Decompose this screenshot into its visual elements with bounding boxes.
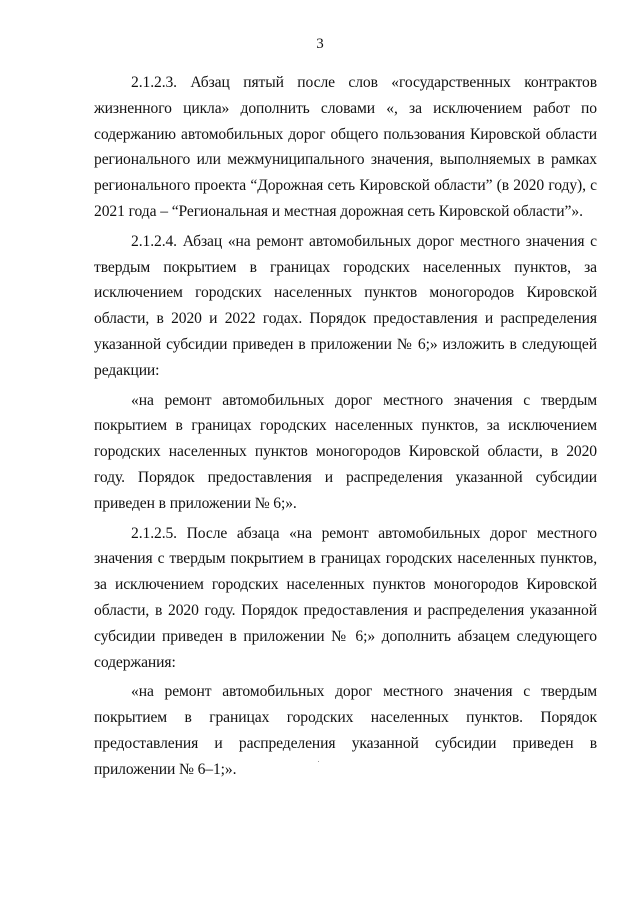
document-body: [94, 70, 597, 787]
paragraph-quoted-added-text: «на ремонт автомобильных дорог местного значения с твердым покрытием в границах городских населенных пунктов. Порядок предоставления и распределения указанной субсидии приведен в приложении № 6–1;».: [94, 683, 597, 778]
paragraph-2-1-2-5: 2.1.2.5. После абзаца «на ремонт автомобильных дорог местного значения с твердым покрытием в границах городских населенных пунктов, за исключением городских населенных пунктов моногородов Кировской области, в 2020 году. Порядок предоставления и распределения указанной субсидии приведен в приложении № 6;» дополнить абзацем следующего содержания:: [94, 524, 597, 671]
page-number: 3: [316, 36, 324, 52]
paragraph-2-1-2-4: 2.1.2.4. Абзац «на ремонт автомобильных дорог местного значения с твердым покрытием в границах городских населенных пунктов, за исключением городских населенных пунктов моногородов Кировской области, в 2020 и 2022 годах. Порядок предоставления и распределения указанной субсидии приведен в приложении № 6;» изложить в следующей редакции:: [94, 232, 597, 379]
scan-speck: [318, 761, 319, 762]
paragraph-2-1-2-3: 2.1.2.3. Абзац пятый после слов «государственных контрактов жизненного цикла» дополнить словами «, за исключением работ по содержанию автомобильных дорог общего пользования Кировской области регионального или межмуниципального значения, выполняемых в рамках регионального проекта “Дорожная сеть Кировской области” (в 2020 году), с 2021 года – “Региональная и местная дорожная сеть Кировской области”».: [94, 74, 597, 220]
paragraph-quoted-new-wording: «на ремонт автомобильных дорог местного значения с твердым покрытием в границах городских населенных пунктов, за исключением городских населенных пунктов моногородов Кировской области, в 2020 году. Порядок предоставления и распределения указанной субсидии приведен в приложении № 6;».: [94, 391, 597, 512]
